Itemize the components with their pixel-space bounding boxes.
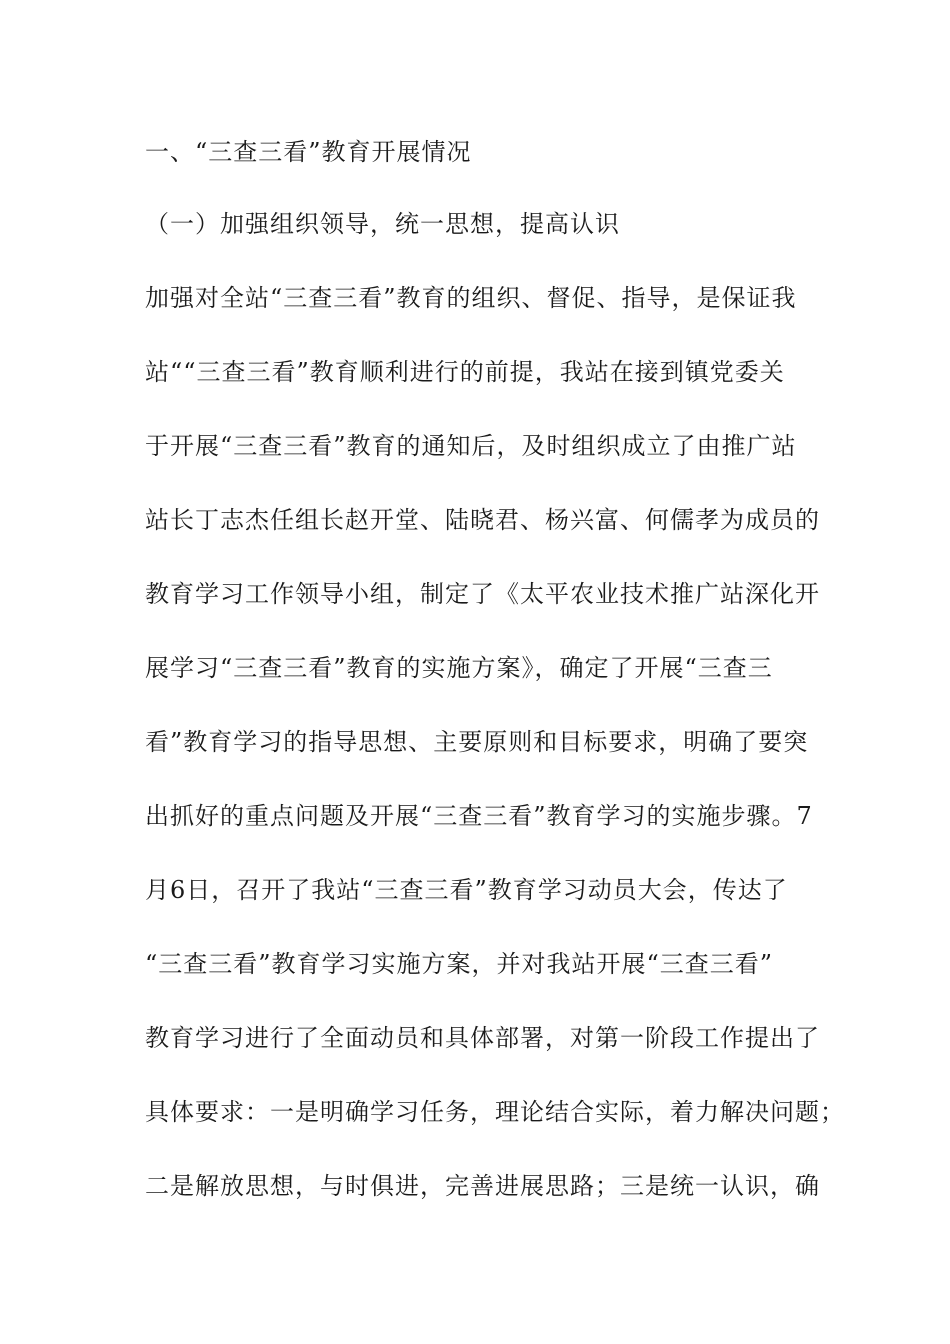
paragraph-line: 具体要求：一是明确学习任务，理论结合实际，着力解决问题； — [145, 1098, 845, 1126]
paragraph-line: “三查三看”教育学习实施方案，并对我站开展“三查三看” — [145, 950, 774, 978]
paragraph-line: 看”教育学习的指导思想、主要原则和目标要求，明确了要突 — [145, 728, 809, 756]
subsection-heading: （一）加强组织领导，统一思想，提高认识 — [145, 210, 620, 238]
paragraph-line: 教育学习进行了全面动员和具体部署，对第一阶段工作提出了 — [145, 1024, 820, 1052]
paragraph-line: 加强对全站“三查三看”教育的组织、督促、指导，是保证我 — [145, 284, 797, 312]
paragraph-line: 出抓好的重点问题及开展“三查三看”教育学习的实施步骤。7 — [145, 802, 813, 830]
paragraph-line: 展学习“三查三看”教育的实施方案》，确定了开展“三查三 — [145, 654, 773, 682]
paragraph-line: 站““三查三看”教育顺利进行的前提，我站在接到镇党委关 — [145, 358, 785, 386]
paragraph-line: 月6日，召开了我站“三查三看”教育学习动员大会，传达了 — [145, 876, 788, 904]
paragraph-line: 二是解放思想，与时俱进，完善进展思路；三是统一认识，确 — [145, 1172, 820, 1200]
paragraph-line: 站长丁志杰任组长赵开堂、陆晓君、杨兴富、何儒孝为成员的 — [145, 506, 820, 534]
document-body — [145, 128, 845, 1236]
paragraph-line: 教育学习工作领导小组，制定了《太平农业技术推广站深化开 — [145, 580, 820, 608]
paragraph-line: 于开展“三查三看”教育的通知后，及时组织成立了由推广站 — [145, 432, 797, 460]
section-heading: 一、“三查三看”教育开展情况 — [145, 138, 472, 166]
